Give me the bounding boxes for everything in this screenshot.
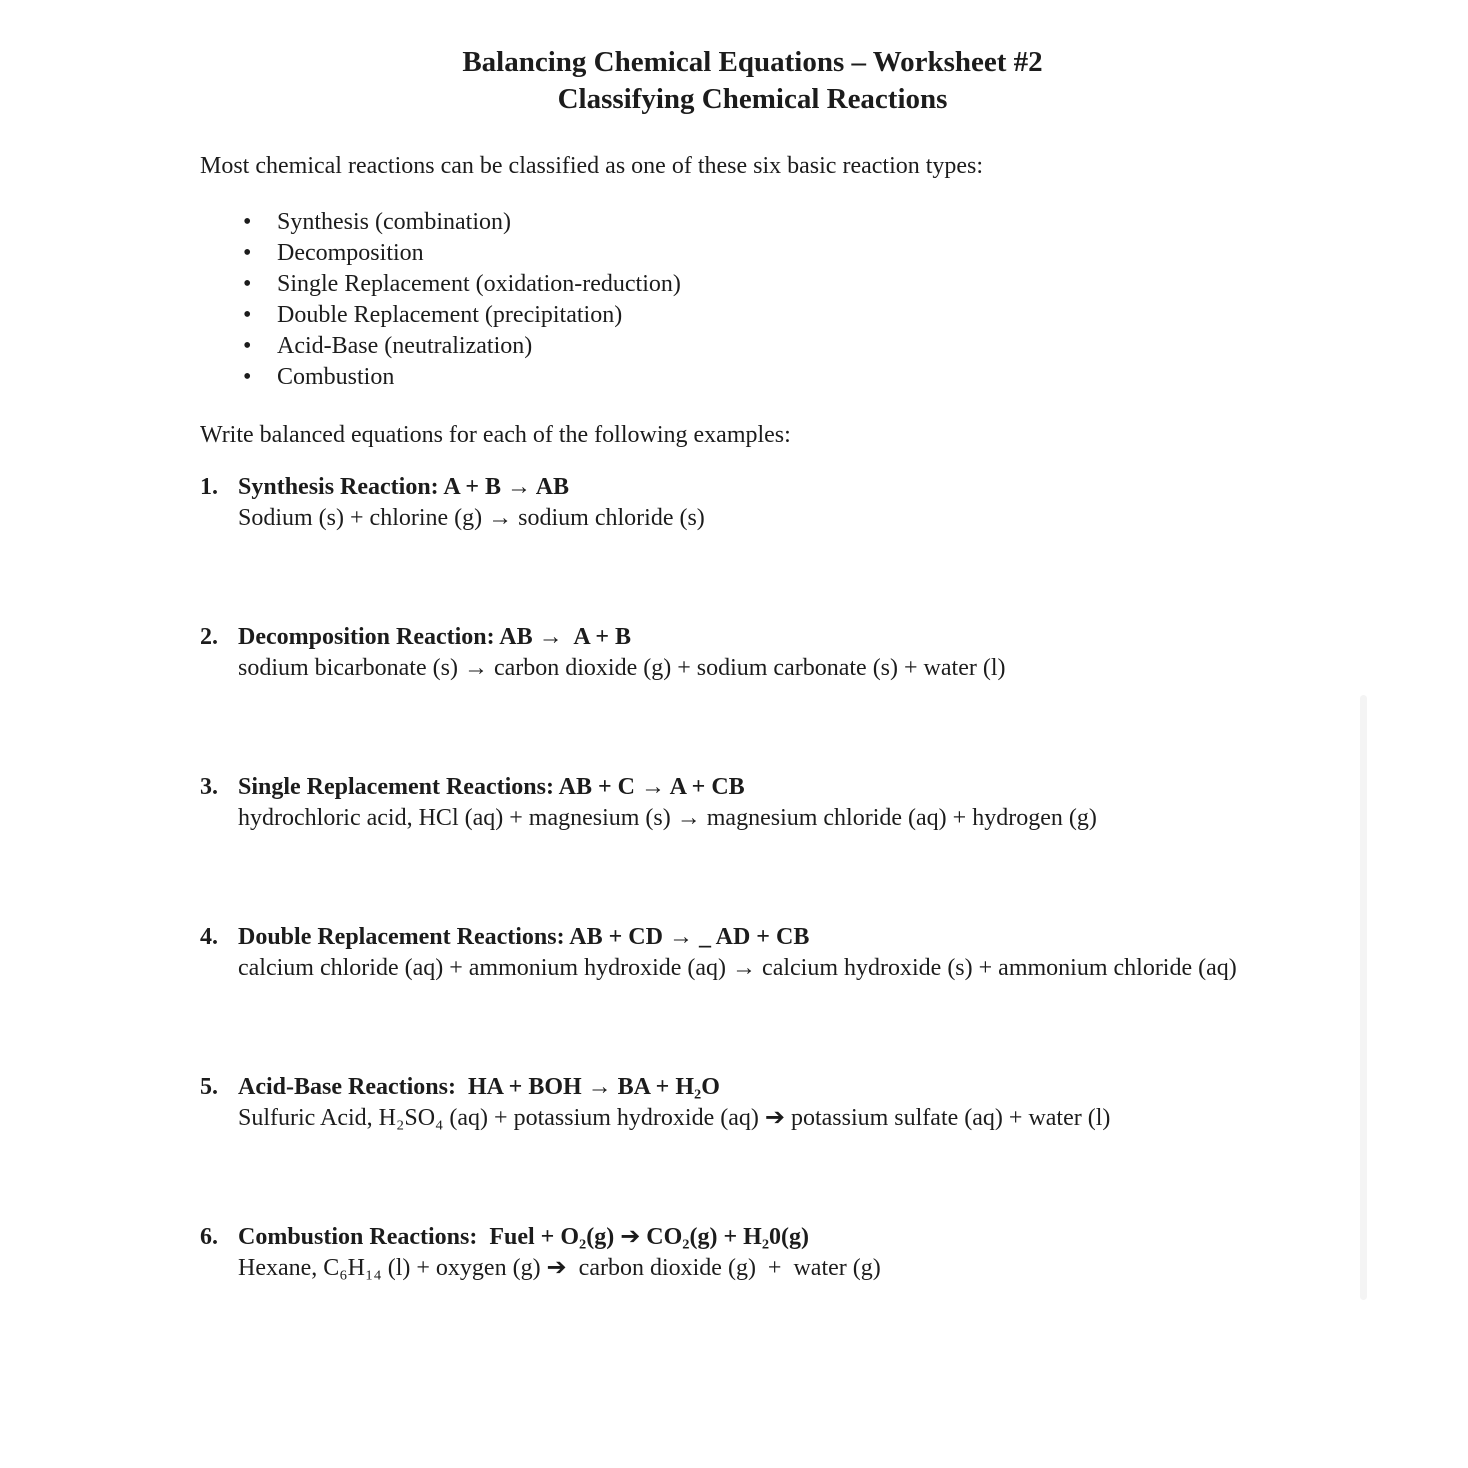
problem-heading: Combustion Reactions: Fuel + O₂(g) ➔ CO₂(g) + H₂0(g) <box>238 1224 810 1250</box>
problem-example: Sodium (s) + chlorine (g) → sodium chloride (s) <box>238 505 705 531</box>
problem-5 <box>200 1072 1305 1134</box>
problem-heading: Synthesis Reaction: A + B → AB <box>238 474 570 500</box>
problem-4 <box>200 922 1305 984</box>
problem-example: calcium chloride (aq) + ammonium hydroxide (aq) → calcium hydroxide (s) + ammonium chloride (aq) <box>238 955 1237 981</box>
problem-number: 6. <box>200 1224 218 1250</box>
problem-text <box>238 1222 1305 1284</box>
problem-1 <box>200 472 1305 534</box>
scrollbar-artifact <box>1360 695 1367 1300</box>
problem-number: 2. <box>200 624 218 650</box>
list-item: • Combustion <box>243 362 1305 393</box>
problem-text <box>238 472 1305 534</box>
problem-3 <box>200 772 1305 834</box>
list-item: • Double Replacement (precipitation) <box>243 300 1305 331</box>
problem-number: 1. <box>200 474 218 500</box>
problem-example: Sulfuric Acid, H₂SO₄ (aq) + potassium hydroxide (aq) ➔ potassium sulfate (aq) + water (l) <box>238 1105 1111 1131</box>
list-item: • Decomposition <box>243 238 1305 269</box>
intro-text: Most chemical reactions can be classified as one of these six basic reaction types: <box>200 153 984 179</box>
problem-text <box>238 1072 1305 1134</box>
problem-heading: Acid-Base Reactions: HA + BOH → BA + H₂O <box>238 1074 720 1100</box>
problem-text <box>238 622 1305 684</box>
reaction-type-list <box>200 207 1305 393</box>
list-item: • Acid-Base (neutralization) <box>243 331 1305 362</box>
title-line-1: Balancing Chemical Equations – Worksheet #2 <box>462 46 1043 78</box>
problem-heading: Decomposition Reaction: AB → A + B <box>238 624 632 650</box>
problem-heading: Double Replacement Reactions: AB + CD → _ AD + CB <box>238 924 810 950</box>
problem-number: 5. <box>200 1074 218 1100</box>
problem-example: sodium bicarbonate (s) → carbon dioxide (g) + sodium carbonate (s) + water (l) <box>238 655 1006 681</box>
instruction-text: Write balanced equations for each of the following examples: <box>200 422 791 448</box>
problem-example: Hexane, C₆H₁₄ (l) + oxygen (g) ➔ carbon dioxide (g) + water (g) <box>238 1255 881 1281</box>
problem-example: hydrochloric acid, HCl (aq) + magnesium (s) → magnesium chloride (aq) + hydrogen (g) <box>238 805 1097 831</box>
list-item: • Synthesis (combination) <box>243 207 1305 238</box>
worksheet-title <box>200 0 1305 118</box>
problem-text <box>238 922 1305 984</box>
problem-number: 3. <box>200 774 218 800</box>
title-line-2: Classifying Chemical Reactions <box>557 83 948 115</box>
problem-text <box>238 772 1305 834</box>
problem-6 <box>200 1222 1305 1284</box>
problem-heading: Single Replacement Reactions: AB + C → A + CB <box>238 774 745 800</box>
problem-list <box>200 472 1305 1284</box>
list-item: • Single Replacement (oxidation-reduction) <box>243 269 1305 300</box>
worksheet-content <box>200 0 1305 1284</box>
problem-number: 4. <box>200 924 218 950</box>
problem-2 <box>200 622 1305 684</box>
